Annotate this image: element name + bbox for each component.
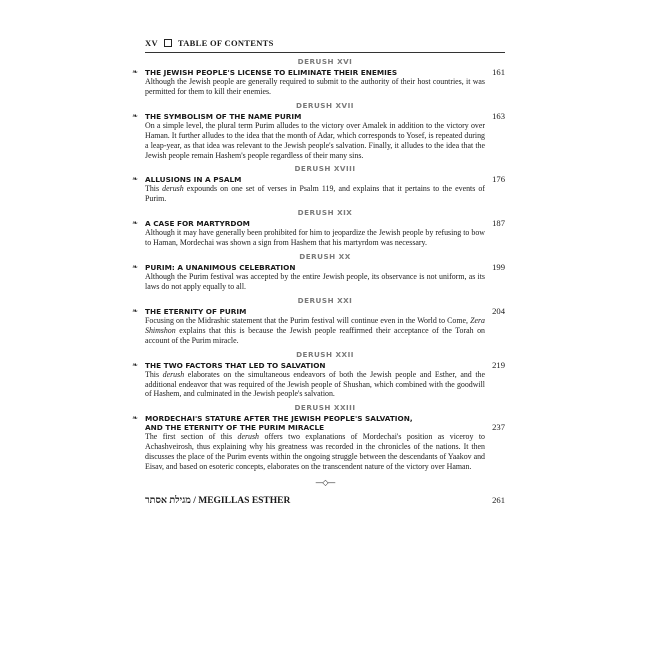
toc-entry-title[interactable]: ❧ PURIM: A UNANIMOUS CELEBRATION 199	[132, 262, 505, 273]
running-head	[145, 37, 505, 49]
title-separator: /	[190, 495, 199, 506]
toc-entry-title[interactable]: ❧ ALLUSIONS IN A PSALM 176	[132, 174, 505, 185]
footer-entry[interactable]	[145, 495, 505, 506]
toc-page-number: 199	[492, 262, 505, 273]
toc-page-number: 161	[492, 67, 505, 77]
end-ornament-icon: —◇—	[315, 477, 335, 487]
toc-entry-description: Although it may have generally been prohibited for him to jeopardize the Jewish people by refusing to bow to Haman, Mordechai was shown a sign from Hashem that his martyrdom was necessary.	[145, 228, 485, 248]
toc-page	[132, 37, 505, 506]
section-heading: DERUSH XVII	[296, 100, 354, 110]
section-heading: DERUSH XX	[299, 252, 351, 262]
toc-entry-title[interactable]: ❧ THE SYMBOLISM OF THE NAME PURIM 163	[132, 110, 505, 121]
toc-page-number: 163	[492, 110, 505, 121]
section-heading: DERUSH XXII	[296, 349, 354, 359]
leaf-ornament-icon: ❧	[132, 414, 138, 423]
toc-entry-title[interactable]: ❧ A CASE FOR MARTYRDOM 187	[132, 218, 505, 229]
leaf-ornament-icon: ❧	[132, 263, 138, 272]
toc-entry-description: This derush elaborates on the simultaneous endeavors of both the Jewish people and Esther, and the additional endeavor that was required of the Jewish people of Shushan, which combined with the goodwill of Hashem, and culminated in the Jewish people's salvation.	[145, 369, 485, 399]
page-number-roman: XV	[145, 38, 158, 48]
leaf-ornament-icon: ❧	[132, 360, 138, 369]
toc-page-number: 237	[492, 422, 505, 433]
toc-entry-description: Although the Purim festival was accepted by the entire Jewish people, its observance is not uniform, as its laws do not apply equally to all.	[145, 272, 485, 291]
header-rule	[145, 52, 505, 53]
leaf-ornament-icon: ❧	[132, 68, 138, 76]
toc-entry-description: The first section of this derush offers two explanations of Mordechai's position as viceroy to Achashveirosh, thus explaining why his greatness was recorded in the chronicles of the nations. It then discusses the place of the Purim events within the ongoing struggle between the descendants of Yaakov and Eisav, and based on esoteric concepts, elaborates on the transcendent nature of the victory over Haman.	[145, 432, 485, 472]
leaf-ornament-icon: ❧	[132, 219, 138, 228]
toc-entry-title[interactable]: ❧ THE JEWISH PEOPLE'S LICENSE TO ELIMINATE THEIR ENEMIES 161	[132, 67, 505, 77]
leaf-ornament-icon: ❧	[132, 175, 138, 184]
section-heading: DERUSH XXI	[297, 295, 353, 305]
page-title: TABLE OF CONTENTS	[177, 38, 274, 48]
section-heading: DERUSH XXIII	[294, 403, 356, 413]
section-heading: DERUSH XVIII	[294, 164, 356, 174]
toc-entry-description: This derush expounds on one set of verses in Psalm 119, and explains that it pertains to the events of Purim.	[145, 184, 485, 204]
section-heading: DERUSH XVI	[297, 57, 353, 66]
toc-page-number: 261	[492, 494, 505, 505]
toc-entry-description: On a simple level, the plural term Purim alludes to the victory over Amalek in addition to the victory over Haman. It further alludes to the idea that the month of Adar, which corresponds to Yosef, is repeated during a leap-year, as that idea was relevant to the Jewish people's salvation. Finally, it alludes to the idea that the Jewish people remain Hashem's people regardless of their many sins.	[145, 120, 485, 160]
english-title: MEGILLAS ESTHER	[198, 495, 291, 506]
toc-page-number: 187	[492, 218, 505, 229]
square-ornament-icon	[164, 39, 172, 47]
leaf-ornament-icon: ❧	[132, 306, 138, 315]
toc-entry-title[interactable]: ❧ THE TWO FACTORS THAT LED TO SALVATION 219	[132, 359, 505, 370]
toc-page-number: 204	[492, 305, 505, 316]
leaf-ornament-icon: ❧	[132, 111, 138, 120]
toc-entry-description: Although the Jewish people are generally required to submit to the authority of their host countries, it was permitted for them to kill their enemies.	[145, 77, 485, 96]
toc-entry-title[interactable]: ❧ MORDECHAI'S STATURE AFTER THE JEWISH PEOPLE'S SALVATION, AND THE ETERNITY OF THE PURIM MIRACLE 237	[132, 414, 505, 433]
toc-entry-description: Focusing on the Midrashic statement that the Purim festival will continue even in the World to Come, Zera Shimshon explains that this is because the Jewish people reaffirmed their acceptance of the Torah on account of the Purim miracle.	[145, 315, 485, 345]
hebrew-title: מגילת אסתר	[145, 495, 191, 506]
toc-page-number: 219	[492, 359, 505, 370]
section-heading: DERUSH XIX	[297, 208, 353, 218]
toc-entry-title[interactable]: ❧ THE ETERNITY OF PURIM 204	[132, 305, 505, 316]
toc-page-number: 176	[492, 174, 505, 185]
